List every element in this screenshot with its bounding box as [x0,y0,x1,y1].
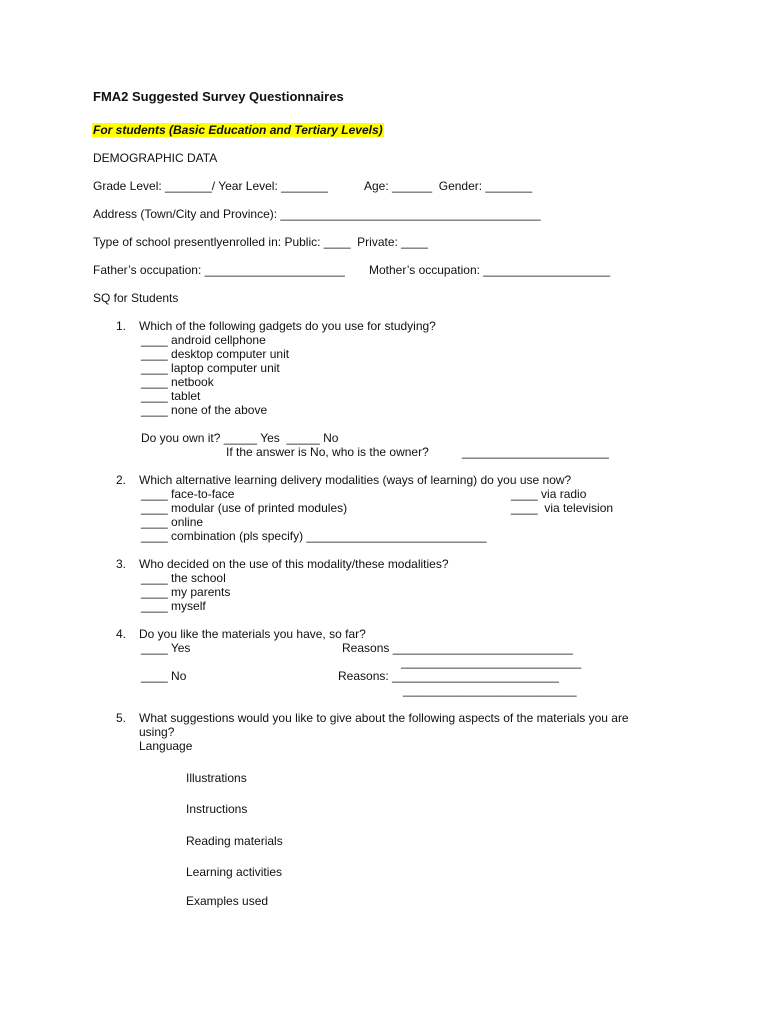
audience-highlight: For students (Basic Education and Tertiary Levels) [93,123,383,137]
q1-text: Which of the following gadgets do you use for studying? [139,319,436,333]
q1-own-line: Do you own it? _____ Yes _____ No [141,431,339,445]
q4-number: 4. [116,627,127,641]
q5-number: 5. [116,711,127,725]
demographic-heading: DEMOGRAPHIC DATA [93,151,218,165]
q1-option: ____ laptop computer unit [141,361,280,375]
q1-option: ____ netbook [141,375,214,389]
q5-aspect: Illustrations [186,771,247,785]
address-line: Address (Town/City and Province): _______________________________________ [93,207,541,221]
q2-option-right: ____ via television [511,501,614,515]
q1-owner-question: If the answer is No, who is the owner? [226,445,429,459]
q4-no-reason: Reasons: _________________________ [338,669,559,683]
q5-aspect: Learning activities [186,865,283,879]
grade-level-line: Grade Level: _______/ Year Level: _______ [93,179,328,193]
q5-aspect: Reading materials [186,834,283,848]
q4-no: ____ No [141,669,187,683]
q3-option: ____ myself [141,599,206,613]
q3-option: ____ my parents [141,585,231,599]
q2-option: ____ modular (use of printed modules) [141,501,348,515]
q2-option: ____ face-to-face [141,487,235,501]
q2-text: Which alternative learning delivery modalities (ways of learning) do you use now? [139,473,572,487]
q2-option-right: ____ via radio [511,487,587,501]
q4-yes-reason-line2: ___________________________ [401,655,582,669]
q4-yes: ____ Yes [141,641,191,655]
q1-owner-blank: ______________________ [462,445,609,459]
q4-no-reason-line2: __________________________ [403,683,577,697]
q1-option: ____ none of the above [141,403,268,417]
q1-number: 1. [116,319,127,333]
q5-aspect-language: Language [139,739,193,753]
mother-occupation-line: Mother’s occupation: ___________________ [369,263,611,277]
q1-option: ____ desktop computer unit [141,347,290,361]
q3-option: ____ the school [141,571,226,585]
q1-option: ____ tablet [141,389,201,403]
q4-yes-reason: Reasons ___________________________ [342,641,573,655]
q2-number: 2. [116,473,127,487]
q3-text: Who decided on the use of this modality/these modalities? [139,557,449,571]
age-gender-line: Age: ______ Gender: _______ [364,179,533,193]
q1-option: ____ android cellphone [141,333,266,347]
q2-option: ____ combination (pls specify) ___________________________ [141,529,487,543]
q5-aspect: Examples used [186,894,269,908]
q2-option: ____ online [141,515,204,529]
q4-text: Do you like the materials you have, so far? [139,627,366,641]
audience-heading [92,123,384,137]
father-occupation-line: Father’s occupation: _____________________ [93,263,345,277]
q5-text-continued: using? [139,725,175,739]
sq-heading: SQ for Students [93,291,179,305]
q5-aspect: Instructions [186,802,248,816]
school-type-line: Type of school presentlyenrolled in: Public: ____ Private: ____ [93,235,428,249]
q3-number: 3. [116,557,127,571]
q5-text: What suggestions would you like to give about the following aspects of the materials you are [139,711,629,725]
document-title: FMA2 Suggested Survey Questionnaires [93,89,344,104]
